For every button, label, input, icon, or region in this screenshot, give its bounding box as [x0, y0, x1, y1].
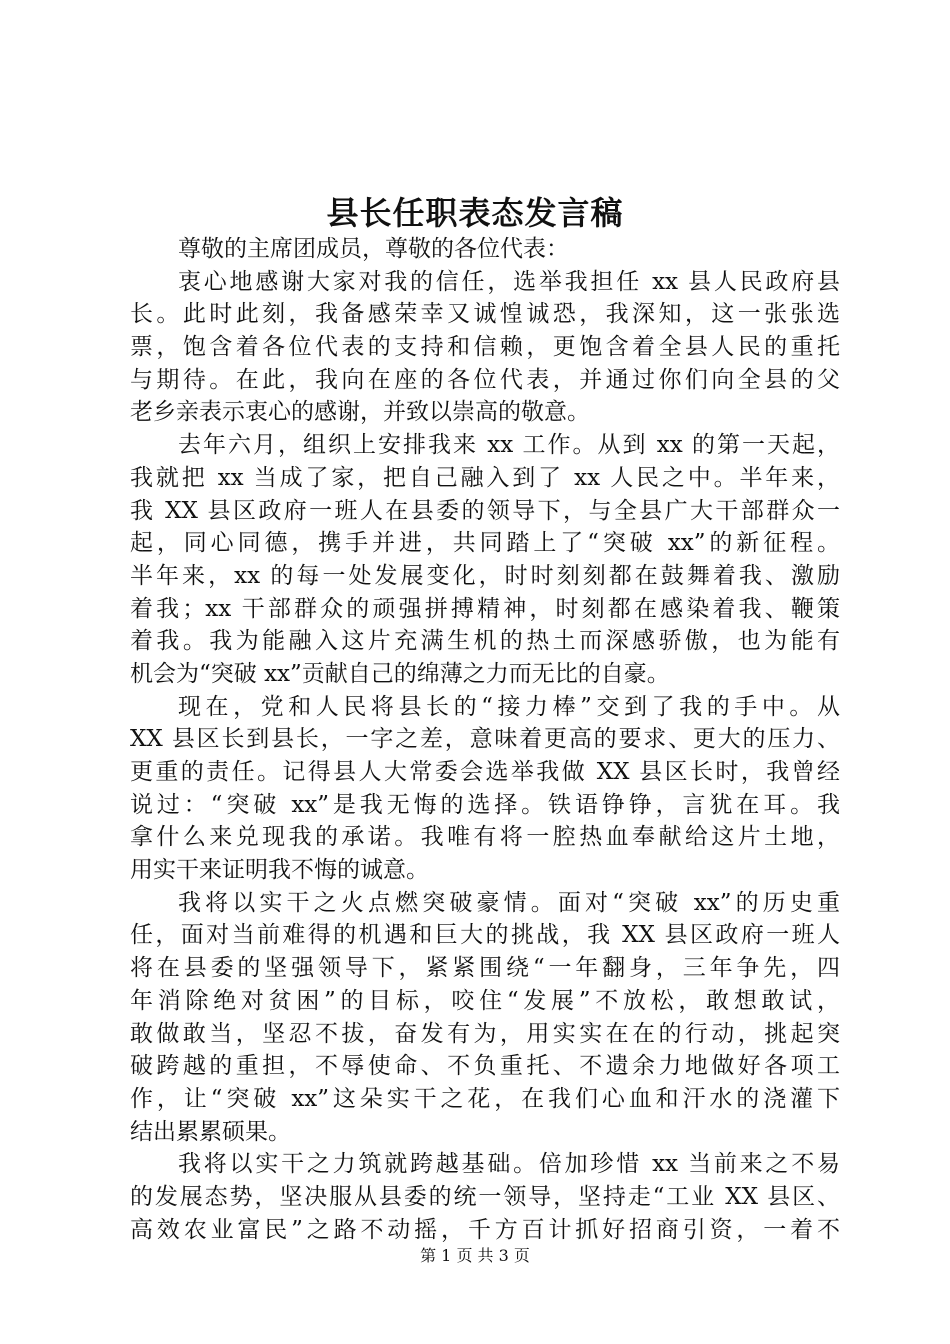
text-line: 衷心地感谢大家对我的信任，选举我担任 xx 县人民政府县	[178, 268, 840, 295]
text-line: 机会为“突破 xx”贡献自己的绵薄之力而无比的自豪。	[130, 660, 670, 687]
text-line: 高效农业富民”之路不动摇，千方百计抓好招商引资，一着不	[130, 1216, 840, 1243]
text-line: 与期待。在此，我向在座的各位代表，并通过你们向全县的父	[130, 366, 840, 393]
text-line: 用实干来证明我不悔的诚意。	[130, 857, 429, 884]
document-title: 县长任职表态发言稿	[326, 194, 624, 232]
text-line: 任，面对当前难得的机遇和巨大的挑战，我 XX 县区政府一班人	[130, 922, 840, 949]
text-line: 着我。我为能融入这片充满生机的热土而深感骄傲，也为能有	[130, 628, 840, 655]
text-line: 我就把 xx 当成了家，把自己融入到了 xx 人民之中。半年来，	[130, 464, 840, 491]
text-line: 破跨越的重担，不辱使命、不负重托、不遗余力地做好各项工	[130, 1053, 840, 1080]
text-line: 拿什么来兑现我的承诺。我唯有将一腔热血奉献给这片土地，	[130, 824, 840, 851]
text-line: 结出累累硕果。	[130, 1118, 291, 1145]
text-line: XX 县区长到县长，一字之差，意味着更高的要求、更大的压力、	[130, 726, 840, 753]
text-line: 我将以实干之力筑就跨越基础。倍加珍惜 xx 当前来之不易	[178, 1151, 840, 1178]
text-line: 现在，党和人民将县长的“接力棒”交到了我的手中。从	[178, 693, 840, 720]
text-line: 着我；xx 干部群众的顽强拼搏精神，时刻都在感染着我、鞭策	[130, 595, 840, 622]
text-line: 老乡亲表示衷心的感谢，并致以崇高的敬意。	[130, 399, 590, 426]
text-line: 更重的责任。记得县人大常委会选举我做 XX 县区长时，我曾经	[130, 759, 840, 785]
text-line: 尊敬的主席团成员，尊敬的各位代表：	[178, 236, 569, 262]
text-line: 半年来，xx 的每一处发展变化，时时刻刻都在鼓舞着我、激励	[130, 562, 840, 589]
document-body	[130, 233, 840, 1246]
page-footer: 第 1 页 共 3 页	[420, 1246, 530, 1265]
text-line: 起，同心同德，携手并进，共同踏上了“突破 xx”的新征程。	[130, 530, 840, 557]
text-line: 年消除绝对贫困”的目标，咬住“发展”不放松，敢想敢试，	[130, 987, 840, 1014]
text-line: 票，饱含着各位代表的支持和信赖，更饱含着全县人民的重托	[130, 334, 840, 361]
text-line: 去年六月，组织上安排我来 xx 工作。从到 xx 的第一天起，	[178, 432, 840, 459]
text-line: 敢做敢当，坚忍不拔，奋发有为，用实实在在的行动，挑起突	[130, 1020, 840, 1047]
text-line: 说过：“突破 xx”是我无悔的选择。铁语铮铮，言犹在耳。我	[130, 791, 840, 818]
text-line: 的发展态势，坚决服从县委的统一领导，坚持走“工业 XX 县区、	[130, 1183, 840, 1210]
text-line: 将在县委的坚强领导下，紧紧围绕“一年翻身，三年争先，四	[130, 955, 840, 982]
text-line: 我 XX 县区政府一班人在县委的领导下，与全县广大干部群众一	[130, 497, 840, 524]
text-line: 长。此时此刻，我备感荣幸又诚惶诚恐，我深知，这一张张选	[130, 301, 840, 328]
text-line: 我将以实干之火点燃突破豪情。面对“突破 xx”的历史重	[178, 889, 840, 916]
text-line: 作，让“突破 xx”这朵实干之花，在我们心血和汗水的浇灌下	[130, 1085, 840, 1112]
